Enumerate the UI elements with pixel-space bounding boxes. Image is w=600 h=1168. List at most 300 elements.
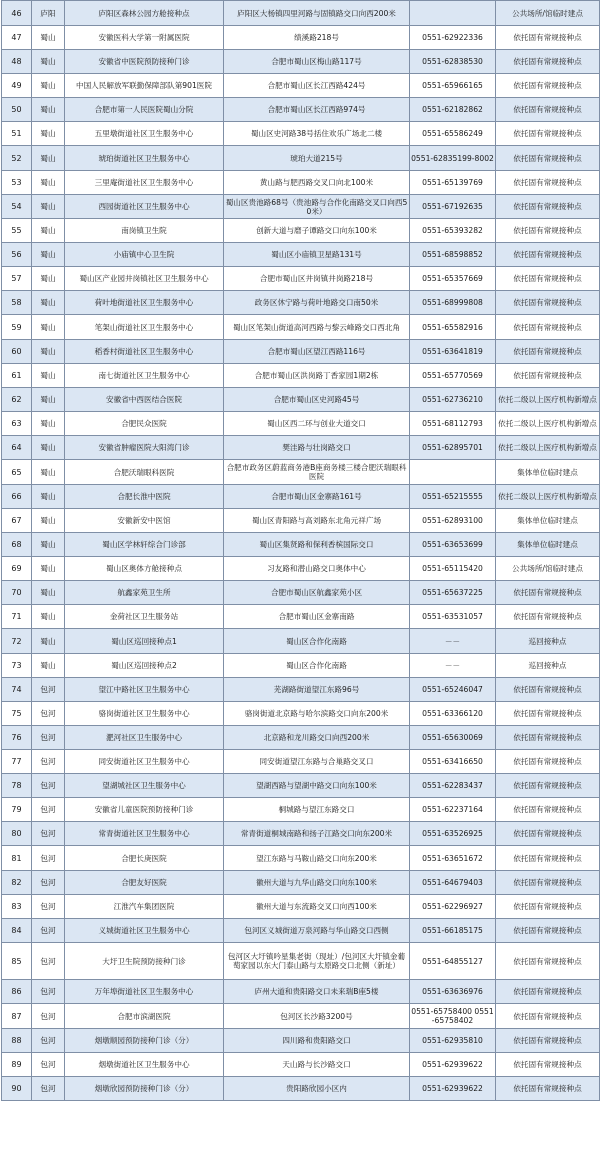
site-name-cell: 蜀山区奥体方舱接种点: [65, 557, 224, 581]
row-number-cell: 81: [2, 846, 32, 871]
address-cell: 贵阳路欣园小区内: [224, 1077, 410, 1101]
site-name-cell: 小庙镇中心卫生院: [65, 243, 224, 267]
site-type-cell: 依托固有常规接种点: [496, 26, 600, 50]
site-type-cell: 依托固有常规接种点: [496, 605, 600, 629]
site-name-cell: 西园街道社区卫生服务中心: [65, 195, 224, 219]
address-cell: 桐城路与望江东路交口: [224, 798, 410, 822]
district-cell: 蜀山: [32, 219, 65, 243]
row-number-cell: 51: [2, 122, 32, 146]
phone-cell: 0551-64855127: [410, 943, 496, 980]
district-cell: 蜀山: [32, 50, 65, 74]
site-name-cell: 合肥市滨湖医院: [65, 1004, 224, 1029]
site-name-cell: 五里墩街道社区卫生服务中心: [65, 122, 224, 146]
table-row: [2, 50, 600, 74]
phone-cell: 0551-62237164: [410, 798, 496, 822]
site-type-cell: 依托固有常规接种点: [496, 943, 600, 980]
table-row: [2, 774, 600, 798]
row-number-cell: 71: [2, 605, 32, 629]
table-row: [2, 460, 600, 485]
site-name-cell: 南岗镇卫生院: [65, 219, 224, 243]
site-type-cell: 依托二级以上医疗机构新增点: [496, 485, 600, 509]
row-number-cell: 59: [2, 315, 32, 340]
address-cell: 绩溪路218号: [224, 26, 410, 50]
table-row: [2, 146, 600, 171]
address-cell: 政务区休宁路与荷叶地路交口南50米: [224, 291, 410, 315]
district-cell: 蜀山: [32, 243, 65, 267]
phone-cell: 0551-65630069: [410, 726, 496, 750]
address-cell: 天山路与长沙路交口: [224, 1053, 410, 1077]
phone-cell: 0551-65115420: [410, 557, 496, 581]
address-cell: 包河区长沙路3200号: [224, 1004, 410, 1029]
address-cell: 合肥市蜀山区金寨路161号: [224, 485, 410, 509]
site-name-cell: 烟墩街道社区卫生服务中心: [65, 1053, 224, 1077]
row-number-cell: 52: [2, 146, 32, 171]
site-name-cell: 庐阳区森林公园方舱接种点: [65, 1, 224, 26]
site-type-cell: 依托固有常规接种点: [496, 315, 600, 340]
row-number-cell: 67: [2, 509, 32, 533]
site-name-cell: 笔架山街道社区卫生服务中心: [65, 315, 224, 340]
row-number-cell: 62: [2, 388, 32, 412]
site-type-cell: 依托固有常规接种点: [496, 98, 600, 122]
row-number-cell: 57: [2, 267, 32, 291]
site-type-cell: 依托固有常规接种点: [496, 219, 600, 243]
address-cell: 琥珀大道215号: [224, 146, 410, 171]
district-cell: 蜀山: [32, 315, 65, 340]
phone-cell: 0551-62283437: [410, 774, 496, 798]
address-cell: 合肥市蜀山区洪岗路丁香家园1期2栋: [224, 364, 410, 388]
phone-cell: 0551-63531057: [410, 605, 496, 629]
table-row: [2, 980, 600, 1004]
site-name-cell: 蜀山区巡回接种点2: [65, 654, 224, 678]
address-cell: 庐州大道和贵阳路交口未来瑞B座5楼: [224, 980, 410, 1004]
site-type-cell: 依托固有常规接种点: [496, 798, 600, 822]
row-number-cell: 73: [2, 654, 32, 678]
table-row: [2, 846, 600, 871]
row-number-cell: 54: [2, 195, 32, 219]
phone-cell: 0551-62935810: [410, 1029, 496, 1053]
site-name-cell: 荷叶地街道社区卫生服务中心: [65, 291, 224, 315]
district-cell: 蜀山: [32, 485, 65, 509]
district-cell: 包河: [32, 895, 65, 919]
phone-cell: 0551-63636976: [410, 980, 496, 1004]
district-cell: 蜀山: [32, 340, 65, 364]
row-number-cell: 53: [2, 171, 32, 195]
address-cell: 合肥市政务区蔚蓝商务港B座商务楼三楼合肥沃瑞眼科医院: [224, 460, 410, 485]
site-type-cell: 依托固有常规接种点: [496, 581, 600, 605]
phone-cell: 0551-68598852: [410, 243, 496, 267]
site-name-cell: 蜀山区学林轩综合门诊部: [65, 533, 224, 557]
phone-cell: 0551-65139769: [410, 171, 496, 195]
phone-cell: 0551-62296927: [410, 895, 496, 919]
table-row: [2, 750, 600, 774]
table-row: [2, 340, 600, 364]
site-type-cell: 依托固有常规接种点: [496, 267, 600, 291]
table-row: [2, 943, 600, 980]
district-cell: 包河: [32, 846, 65, 871]
site-name-cell: 合肥长庚医院: [65, 846, 224, 871]
site-name-cell: 江淮汽车集团医院: [65, 895, 224, 919]
district-cell: 包河: [32, 678, 65, 702]
address-cell: 合肥市蜀山区史河路45号: [224, 388, 410, 412]
phone-cell: 0551-66185175: [410, 919, 496, 943]
site-type-cell: 依托固有常规接种点: [496, 919, 600, 943]
row-number-cell: 78: [2, 774, 32, 798]
address-cell: 合肥市蜀山区望江西路116号: [224, 340, 410, 364]
site-type-cell: 依托固有常规接种点: [496, 74, 600, 98]
site-name-cell: 望湖城社区卫生服务中心: [65, 774, 224, 798]
site-name-cell: 同安街道社区卫生服务中心: [65, 750, 224, 774]
site-type-cell: 依托固有常规接种点: [496, 364, 600, 388]
district-cell: 蜀山: [32, 171, 65, 195]
site-type-cell: 依托固有常规接种点: [496, 1004, 600, 1029]
table-row: [2, 822, 600, 846]
address-cell: 合肥市蜀山区航鑫家苑小区: [224, 581, 410, 605]
site-type-cell: 依托固有常规接种点: [496, 171, 600, 195]
row-number-cell: 65: [2, 460, 32, 485]
district-cell: 蜀山: [32, 74, 65, 98]
row-number-cell: 87: [2, 1004, 32, 1029]
site-type-cell: 巡回接种点: [496, 629, 600, 654]
table-row: [2, 871, 600, 895]
address-cell: 蜀山区合作化南路: [224, 629, 410, 654]
table-row: [2, 895, 600, 919]
phone-cell: 0551-65966165: [410, 74, 496, 98]
row-number-cell: 84: [2, 919, 32, 943]
site-type-cell: 依托固有常规接种点: [496, 702, 600, 726]
site-name-cell: 安徽省中西医结合医院: [65, 388, 224, 412]
row-number-cell: 63: [2, 412, 32, 436]
site-name-cell: 合肥沃瑞眼科医院: [65, 460, 224, 485]
site-name-cell: 蜀山区产业园井岗镇社区卫生服务中心: [65, 267, 224, 291]
table-row: [2, 919, 600, 943]
address-cell: 庐阳区大杨镇四里河路与固镇路交口向西200米: [224, 1, 410, 26]
address-cell: 蜀山区集贤路和保利香槟国际交口: [224, 533, 410, 557]
site-type-cell: 依托固有常规接种点: [496, 774, 600, 798]
row-number-cell: 50: [2, 98, 32, 122]
district-cell: 包河: [32, 822, 65, 846]
row-number-cell: 49: [2, 74, 32, 98]
site-name-cell: 中国人民解放军联勤保障部队第901医院: [65, 74, 224, 98]
address-cell: 包河区义城街道万泉河路与华山路交口西侧: [224, 919, 410, 943]
row-number-cell: 90: [2, 1077, 32, 1101]
site-type-cell: 依托固有常规接种点: [496, 871, 600, 895]
phone-cell: 0551-65393282: [410, 219, 496, 243]
address-cell: 望湖西路与望湖中路交口向东100米: [224, 774, 410, 798]
row-number-cell: 72: [2, 629, 32, 654]
address-cell: 合肥市蜀山区井岗镇井岗路218号: [224, 267, 410, 291]
phone-cell: 0551-65758400 0551-65758402: [410, 1004, 496, 1029]
site-type-cell: 依托固有常规接种点: [496, 895, 600, 919]
row-number-cell: 64: [2, 436, 32, 460]
address-cell: 合肥市蜀山区梅山路117号: [224, 50, 410, 74]
address-cell: 北京路和龙川路交口向西200米: [224, 726, 410, 750]
address-cell: 樊洼路与壮岗路交口: [224, 436, 410, 460]
vaccination-site-table: [1, 0, 600, 1101]
table-row: [2, 243, 600, 267]
district-cell: 蜀山: [32, 122, 65, 146]
site-name-cell: 安徽省儿童医院预防接种门诊: [65, 798, 224, 822]
phone-cell: 0551-65582916: [410, 315, 496, 340]
site-name-cell: 安徽医科大学第一附属医院: [65, 26, 224, 50]
district-cell: 蜀山: [32, 557, 65, 581]
district-cell: 包河: [32, 1077, 65, 1101]
address-cell: 创新大道与磨子谭路交口向东100米: [224, 219, 410, 243]
table-row: [2, 26, 600, 50]
table-row: [2, 654, 600, 678]
phone-cell: 0551-63416650: [410, 750, 496, 774]
address-cell: 合肥市蜀山区金寨南路: [224, 605, 410, 629]
district-cell: 包河: [32, 726, 65, 750]
phone-cell: 0551-68112793: [410, 412, 496, 436]
table-row: [2, 798, 600, 822]
row-number-cell: 88: [2, 1029, 32, 1053]
phone-cell: 0551-63653699: [410, 533, 496, 557]
site-type-cell: 集体单位临时建点: [496, 509, 600, 533]
table-row: [2, 1053, 600, 1077]
district-cell: 蜀山: [32, 26, 65, 50]
site-type-cell: 依托二级以上医疗机构新增点: [496, 388, 600, 412]
table-row: [2, 171, 600, 195]
row-number-cell: 58: [2, 291, 32, 315]
phone-cell: 0551-65357669: [410, 267, 496, 291]
site-type-cell: 依托二级以上医疗机构新增点: [496, 436, 600, 460]
address-cell: 蜀山区小庙镇卫星路131号: [224, 243, 410, 267]
phone-cell: 0551-65770569: [410, 364, 496, 388]
address-cell: 骆岗街道北京路与哈尔滨路交口向东200米: [224, 702, 410, 726]
district-cell: 蜀山: [32, 388, 65, 412]
phone-cell: 0551-67192635: [410, 195, 496, 219]
phone-cell: 0551-62939622: [410, 1077, 496, 1101]
table-row: [2, 74, 600, 98]
site-name-cell: 三里庵街道社区卫生服务中心: [65, 171, 224, 195]
table-row: [2, 315, 600, 340]
site-type-cell: 依托固有常规接种点: [496, 195, 600, 219]
table-row: [2, 509, 600, 533]
site-name-cell: 常青街道社区卫生服务中心: [65, 822, 224, 846]
phone-cell: 0551-62895701: [410, 436, 496, 460]
address-cell: 芜湖路街道望江东路96号: [224, 678, 410, 702]
district-cell: 蜀山: [32, 629, 65, 654]
table-row: [2, 436, 600, 460]
phone-cell: －－: [410, 629, 496, 654]
address-cell: 蜀山区史河路38号括住欢乐广场北二楼: [224, 122, 410, 146]
phone-cell: 0551-63366120: [410, 702, 496, 726]
address-cell: 黄山路与肥西路交叉口向北100米: [224, 171, 410, 195]
row-number-cell: 83: [2, 895, 32, 919]
district-cell: 包河: [32, 1004, 65, 1029]
site-type-cell: 依托二级以上医疗机构新增点: [496, 412, 600, 436]
site-name-cell: 望江中路社区卫生服务中心: [65, 678, 224, 702]
site-type-cell: 巡回接种点: [496, 654, 600, 678]
row-number-cell: 89: [2, 1053, 32, 1077]
phone-cell: －－: [410, 654, 496, 678]
row-number-cell: 48: [2, 50, 32, 74]
site-type-cell: 依托固有常规接种点: [496, 291, 600, 315]
address-cell: 合肥市蜀山区长江西路974号: [224, 98, 410, 122]
phone-cell: 0551-62893100: [410, 509, 496, 533]
phone-cell: [410, 460, 496, 485]
row-number-cell: 86: [2, 980, 32, 1004]
site-type-cell: 依托固有常规接种点: [496, 122, 600, 146]
table-row: [2, 1004, 600, 1029]
table-row: [2, 1, 600, 26]
table-row: [2, 702, 600, 726]
site-type-cell: 依托固有常规接种点: [496, 750, 600, 774]
row-number-cell: 74: [2, 678, 32, 702]
site-name-cell: 大圩卫生院预防接种门诊: [65, 943, 224, 980]
row-number-cell: 46: [2, 1, 32, 26]
address-cell: 常青街道桐城南路和扬子江路交口向东200米: [224, 822, 410, 846]
phone-cell: 0551-62922336: [410, 26, 496, 50]
phone-cell: 0551-65246047: [410, 678, 496, 702]
row-number-cell: 79: [2, 798, 32, 822]
site-name-cell: 烟墩顺园预防接种门诊（分）: [65, 1029, 224, 1053]
phone-cell: 0551-62736210: [410, 388, 496, 412]
row-number-cell: 56: [2, 243, 32, 267]
row-number-cell: 85: [2, 943, 32, 980]
district-cell: 蜀山: [32, 436, 65, 460]
row-number-cell: 47: [2, 26, 32, 50]
table-row: [2, 1029, 600, 1053]
site-name-cell: 合肥民众医院: [65, 412, 224, 436]
row-number-cell: 75: [2, 702, 32, 726]
address-cell: 蜀山区青阳路与高刘路东北角元祥广场: [224, 509, 410, 533]
site-name-cell: 南七街道社区卫生服务中心: [65, 364, 224, 388]
row-number-cell: 66: [2, 485, 32, 509]
site-type-cell: 依托固有常规接种点: [496, 1053, 600, 1077]
site-name-cell: 琥珀街道社区卫生服务中心: [65, 146, 224, 171]
row-number-cell: 61: [2, 364, 32, 388]
phone-cell: 0551-62835199-8002: [410, 146, 496, 171]
site-name-cell: 安徽省肿瘤医院大阳湾门诊: [65, 436, 224, 460]
phone-cell: 0551-65637225: [410, 581, 496, 605]
address-cell: 蜀山区笔架山街道高河西路与黎云峰路交口西北角: [224, 315, 410, 340]
phone-cell: 0551-65586249: [410, 122, 496, 146]
address-cell: 蜀山区贵池路68号（贵池路与合作化南路交叉口向西50米）: [224, 195, 410, 219]
table-row: [2, 533, 600, 557]
district-cell: 蜀山: [32, 267, 65, 291]
address-cell: 同安街道望江东路与合巢路交叉口: [224, 750, 410, 774]
table-row: [2, 267, 600, 291]
district-cell: 包河: [32, 774, 65, 798]
site-type-cell: 依托固有常规接种点: [496, 340, 600, 364]
district-cell: 蜀山: [32, 605, 65, 629]
row-number-cell: 60: [2, 340, 32, 364]
row-number-cell: 69: [2, 557, 32, 581]
phone-cell: 0551-64679403: [410, 871, 496, 895]
address-cell: 蜀山区西二环与创业大道交口: [224, 412, 410, 436]
address-cell: 徽州大道与九华山路交口向东100米: [224, 871, 410, 895]
site-name-cell: 稻香村街道社区卫生服务中心: [65, 340, 224, 364]
row-number-cell: 76: [2, 726, 32, 750]
table-row: [2, 557, 600, 581]
site-name-cell: 合肥市第一人民医院蜀山分院: [65, 98, 224, 122]
site-name-cell: 安徽省中医院预防接种门诊: [65, 50, 224, 74]
district-cell: 蜀山: [32, 146, 65, 171]
district-cell: 蜀山: [32, 509, 65, 533]
phone-cell: 0551-62939622: [410, 1053, 496, 1077]
district-cell: 包河: [32, 871, 65, 895]
district-cell: 包河: [32, 702, 65, 726]
row-number-cell: 68: [2, 533, 32, 557]
phone-cell: [410, 1, 496, 26]
site-type-cell: 集体单位临时建点: [496, 533, 600, 557]
table-row: [2, 726, 600, 750]
table-row: [2, 581, 600, 605]
district-cell: 蜀山: [32, 195, 65, 219]
phone-cell: 0551-63641819: [410, 340, 496, 364]
site-type-cell: 依托固有常规接种点: [496, 1077, 600, 1101]
site-type-cell: 依托固有常规接种点: [496, 980, 600, 1004]
site-type-cell: 依托固有常规接种点: [496, 822, 600, 846]
site-name-cell: 蜀山区巡回接种点1: [65, 629, 224, 654]
row-number-cell: 80: [2, 822, 32, 846]
table-row: [2, 412, 600, 436]
table-row: [2, 485, 600, 509]
site-name-cell: 淝河社区卫生服务中心: [65, 726, 224, 750]
district-cell: 蜀山: [32, 581, 65, 605]
site-name-cell: 义城街道社区卫生服务中心: [65, 919, 224, 943]
row-number-cell: 70: [2, 581, 32, 605]
table-row: [2, 1077, 600, 1101]
site-type-cell: 公共场所/馆临时建点: [496, 1, 600, 26]
site-type-cell: 公共场所/馆临时建点: [496, 557, 600, 581]
district-cell: 蜀山: [32, 364, 65, 388]
table-row: [2, 629, 600, 654]
district-cell: 蜀山: [32, 291, 65, 315]
district-cell: 蜀山: [32, 98, 65, 122]
phone-cell: 0551-68999808: [410, 291, 496, 315]
district-cell: 包河: [32, 980, 65, 1004]
site-type-cell: 依托固有常规接种点: [496, 1029, 600, 1053]
site-type-cell: 依托固有常规接种点: [496, 243, 600, 267]
phone-cell: 0551-62838530: [410, 50, 496, 74]
site-name-cell: 合肥友好医院: [65, 871, 224, 895]
table-row: [2, 195, 600, 219]
address-cell: 望江东路与马鞍山路交口向东200米: [224, 846, 410, 871]
site-type-cell: 依托固有常规接种点: [496, 726, 600, 750]
address-cell: 蜀山区合作化南路: [224, 654, 410, 678]
phone-cell: 0551-63526925: [410, 822, 496, 846]
site-name-cell: 烟墩欣园预防接种门诊（分）: [65, 1077, 224, 1101]
address-cell: 四川路和贵阳路交口: [224, 1029, 410, 1053]
site-name-cell: 万年埠街道社区卫生服务中心: [65, 980, 224, 1004]
address-cell: 包河区大圩镇吟星集老街（现址）/包河区大圩镇金葡萄家园以东大门泰山路与太原路交口北侧（新址）: [224, 943, 410, 980]
table-row: [2, 291, 600, 315]
district-cell: 蜀山: [32, 654, 65, 678]
site-type-cell: 集体单位临时建点: [496, 460, 600, 485]
table-body: [2, 1, 600, 1101]
district-cell: 包河: [32, 1053, 65, 1077]
site-type-cell: 依托固有常规接种点: [496, 146, 600, 171]
table-row: [2, 605, 600, 629]
district-cell: 蜀山: [32, 412, 65, 436]
table-row: [2, 364, 600, 388]
site-name-cell: 航鑫家苑卫生所: [65, 581, 224, 605]
table-row: [2, 98, 600, 122]
table-row: [2, 219, 600, 243]
district-cell: 蜀山: [32, 533, 65, 557]
district-cell: 蜀山: [32, 460, 65, 485]
table-row: [2, 122, 600, 146]
phone-cell: 0551-62182862: [410, 98, 496, 122]
table-row: [2, 388, 600, 412]
district-cell: 包河: [32, 919, 65, 943]
address-cell: 习友路和潜山路交口奥体中心: [224, 557, 410, 581]
phone-cell: 0551-63651672: [410, 846, 496, 871]
district-cell: 庐阳: [32, 1, 65, 26]
district-cell: 包河: [32, 943, 65, 980]
